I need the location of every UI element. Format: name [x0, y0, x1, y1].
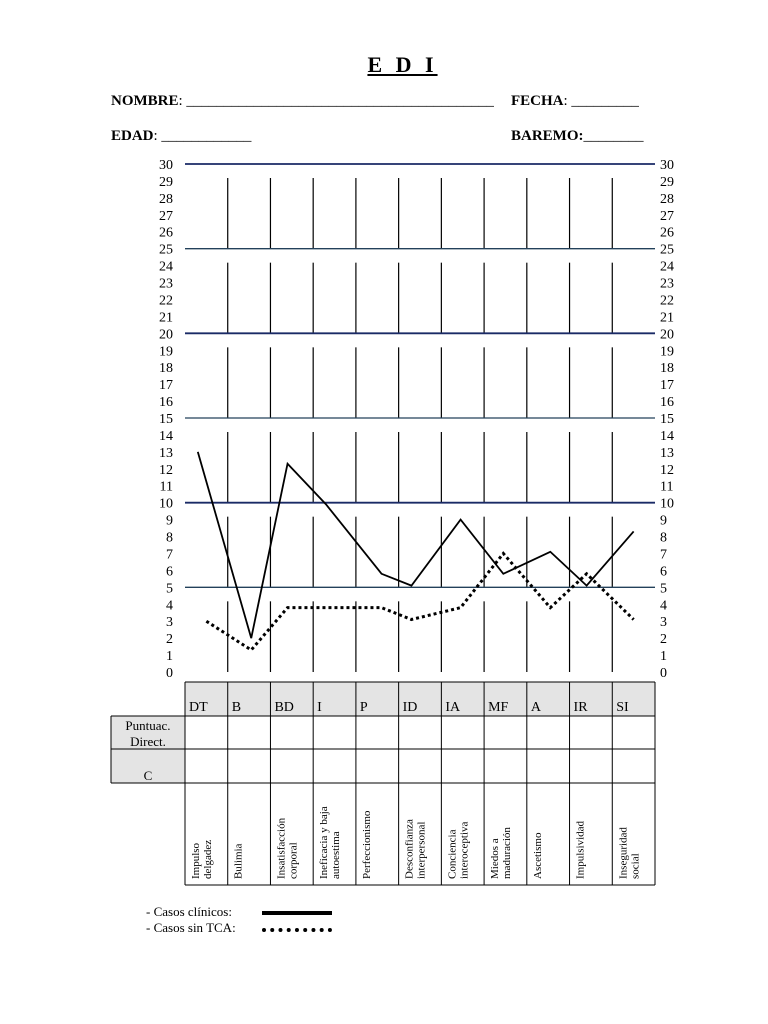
y-tick-right: 14: [660, 428, 674, 444]
y-tick-left: 13: [159, 445, 173, 461]
baremo-blank: ________: [583, 128, 644, 144]
category-abbr: P: [359, 700, 368, 715]
y-tick-right: 27: [660, 208, 674, 224]
y-tick-right: 13: [660, 445, 674, 461]
category-name: [489, 827, 513, 879]
y-tick-left: 15: [159, 412, 173, 427]
category-name-line: Conciencia: [446, 829, 459, 879]
y-tick-right: 0: [660, 666, 667, 681]
y-tick-right: 18: [660, 361, 674, 377]
y-tick-left: 19: [159, 344, 173, 360]
y-tick-right: 10: [660, 496, 674, 512]
row-label-c: C: [143, 768, 153, 783]
nombre-blank: : _________________________________________: [178, 93, 494, 109]
legend-label-clinicos: - Casos clínicos:: [146, 904, 232, 919]
y-tick-right: 15: [660, 412, 674, 427]
category-name-line: interpersonal: [415, 821, 428, 879]
category-abbr: SI: [616, 700, 629, 715]
category-name: [275, 817, 299, 879]
category-name-line: corporal: [287, 842, 300, 879]
category-name: [617, 827, 641, 879]
y-tick-left: 25: [159, 242, 173, 258]
y-tick-right: 2: [660, 632, 667, 648]
category-name-line: delgadez: [202, 839, 214, 879]
category-name-line: interoceptiva: [458, 821, 471, 879]
y-tick-left: 28: [159, 191, 173, 207]
category-name-line: Perfeccionismo: [360, 810, 373, 879]
category-abbr: MF: [488, 700, 509, 715]
edad-label: EDAD: [111, 128, 154, 144]
y-tick-right: 6: [660, 564, 667, 580]
y-tick-left: 23: [159, 276, 173, 292]
y-tick-left: 20: [159, 327, 173, 343]
category-name: [361, 810, 373, 879]
y-tick-right: 19: [660, 344, 674, 360]
y-tick-right: 21: [660, 310, 674, 326]
y-tick-right: 26: [660, 225, 674, 241]
y-tick-right: 7: [660, 547, 667, 563]
y-tick-right: 4: [660, 598, 667, 614]
category-name-line: Bulimia: [232, 843, 245, 879]
category-name-line: social: [629, 853, 642, 879]
category-name: [318, 806, 342, 879]
y-tick-right: 1: [660, 649, 667, 665]
category-name-line: Miedos a: [489, 838, 502, 879]
nombre-label: NOMBRE: [111, 93, 179, 109]
y-tick-right: 12: [660, 462, 674, 478]
legend-label-sin-tca: - Casos sin TCA:: [146, 920, 236, 935]
category-name-line: Ascetismo: [531, 832, 544, 879]
y-tick-left: 3: [166, 615, 173, 631]
y-tick-right: 11: [660, 479, 674, 495]
category-name-line: Ineficacia y baja: [318, 806, 331, 879]
y-tick-left: 17: [159, 378, 173, 394]
category-name-line: Impulso: [190, 842, 202, 879]
category-abbr: DT: [189, 700, 208, 715]
category-name: [532, 832, 544, 879]
legend-swatch-dotted: [262, 928, 332, 932]
y-tick-left: 5: [166, 581, 173, 597]
y-tick-left: 27: [159, 208, 173, 224]
series-line-solid: [198, 452, 634, 638]
y-tick-left: 30: [159, 158, 173, 173]
category-name: [575, 820, 587, 879]
category-name-line: Insatisfacción: [275, 817, 288, 879]
legend-item-clinicos: [146, 904, 232, 920]
y-tick-left: 0: [166, 666, 173, 681]
y-tick-left: 1: [166, 649, 173, 665]
category-name-line: Inseguridad: [617, 827, 630, 879]
y-tick-left: 26: [159, 225, 173, 241]
category-name: [446, 821, 470, 879]
baremo-label: BAREMO:: [511, 128, 584, 144]
y-tick-left: 8: [166, 530, 173, 546]
y-tick-left: 9: [166, 513, 173, 529]
category-abbr: BD: [274, 700, 294, 715]
legend-item-sin-tca: [146, 920, 236, 936]
category-name-line: Impulsividad: [574, 820, 587, 879]
y-tick-right: 28: [660, 191, 674, 207]
category-name-line: autoestima: [330, 831, 343, 879]
y-tick-left: 4: [166, 598, 173, 614]
y-tick-right: 20: [660, 327, 674, 343]
category-abbr: A: [530, 700, 541, 715]
y-tick-right: 24: [660, 259, 674, 275]
category-abbr: ID: [402, 700, 418, 715]
y-tick-right: 5: [660, 581, 667, 597]
category-name-line: Desconfianza: [403, 819, 416, 879]
row-label-puntuac: Puntuac.: [125, 718, 171, 733]
category-abbr: B: [231, 700, 242, 715]
category-abbr: IR: [573, 700, 588, 715]
y-tick-left: 22: [159, 293, 173, 309]
y-tick-left: 14: [159, 428, 173, 444]
row-label-puntuac: Direct.: [130, 734, 166, 749]
category-name-line: maduración: [501, 827, 514, 879]
y-tick-right: 3: [660, 615, 667, 631]
y-tick-right: 25: [660, 242, 674, 258]
fecha-blank: : _________: [563, 93, 639, 109]
page-title: E D I: [367, 52, 438, 77]
y-tick-left: 16: [159, 395, 173, 411]
y-tick-left: 29: [159, 174, 173, 190]
y-tick-left: 7: [166, 547, 173, 563]
fecha-label: FECHA: [511, 93, 564, 109]
legend-swatch-solid: [262, 911, 332, 915]
y-tick-right: 30: [660, 158, 674, 173]
category-abbr: IA: [445, 700, 461, 715]
y-tick-right: 29: [660, 174, 674, 190]
y-tick-right: 22: [660, 293, 674, 309]
y-tick-left: 11: [159, 479, 173, 495]
y-tick-right: 9: [660, 513, 667, 529]
category-abbr: I: [317, 700, 322, 715]
edad-blank: : ____________: [153, 128, 252, 144]
y-tick-right: 16: [660, 395, 674, 411]
y-tick-left: 10: [159, 496, 173, 512]
category-name: [233, 843, 245, 879]
y-tick-right: 8: [660, 530, 667, 546]
category-name: [404, 819, 428, 879]
y-tick-left: 18: [159, 361, 173, 377]
y-tick-left: 2: [166, 632, 173, 648]
y-tick-left: 24: [159, 259, 173, 275]
category-name: [190, 840, 214, 879]
y-tick-left: 6: [166, 564, 173, 580]
y-tick-left: 12: [159, 462, 173, 478]
y-tick-left: 21: [159, 310, 173, 326]
y-tick-right: 23: [660, 276, 674, 292]
y-tick-right: 17: [660, 378, 674, 394]
